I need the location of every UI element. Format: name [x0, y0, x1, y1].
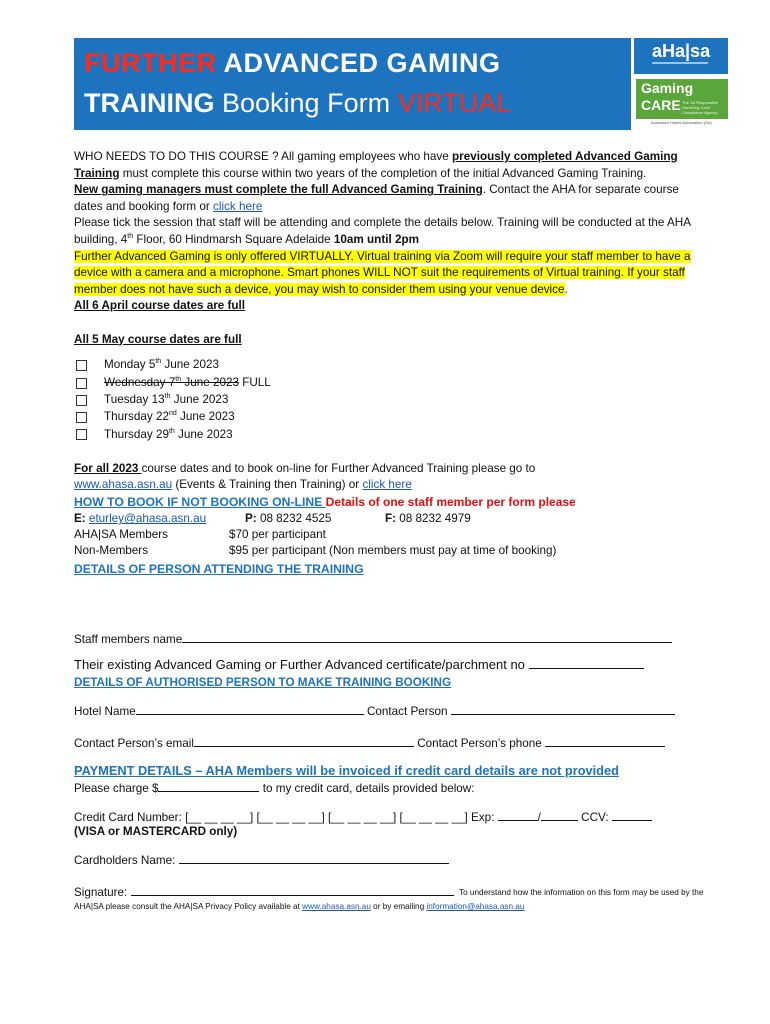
session-option[interactable]: [74, 392, 696, 409]
who-underlined: previously completed Advanced Gaming Training: [74, 150, 678, 180]
session-date-label: Tuesday 13th June 2023: [104, 393, 229, 407]
contact-email-label: Contact Person’s email: [74, 737, 194, 750]
session-list: [74, 357, 696, 443]
title-training: TRAINING: [84, 88, 215, 118]
staff-name-label: Staff members name: [74, 633, 183, 646]
email-phone-row: [74, 735, 665, 750]
gaming-care-logo-care: CARE: [641, 97, 681, 113]
gaming-care-logo-gaming: Gaming: [641, 80, 694, 96]
hotel-name-label: Hotel Name: [74, 705, 136, 718]
who-prefix: WHO NEEDS TO DO THIS COURSE ? All gaming employees who have: [74, 150, 453, 163]
certificate-row: [74, 657, 644, 672]
cardholder-field[interactable]: [179, 852, 449, 864]
charge-row: [74, 780, 475, 795]
online-booking-paragraph: [74, 461, 696, 494]
virtual-notice: [74, 249, 696, 299]
training-time: 10am until 2pm: [333, 232, 419, 246]
virtual-notice-end: .: [564, 282, 568, 296]
signature-label: Signature:: [74, 886, 131, 899]
title-banner: [74, 38, 631, 130]
cardholder-label: Cardholders Name:: [74, 854, 179, 867]
title-line-1: [84, 48, 501, 79]
ahasa-logo-underline: [652, 62, 708, 64]
contact-phone-label: Contact Person’s phone: [413, 737, 545, 750]
contact-row: [74, 511, 696, 527]
session-checkbox[interactable]: [76, 429, 87, 440]
card-type-note: (VISA or MASTERCARD only): [74, 825, 238, 838]
managers-suffix: . Contact the AHA for separate course dates and booking form or: [74, 183, 679, 213]
staff-name-row: [74, 631, 672, 646]
exp-month-field[interactable]: [498, 809, 538, 821]
who-suffix: must complete this course within two years of the completion of the initial Advanced Gaming Training.: [119, 166, 647, 180]
nonmembers-price: $95 per participant (Non members must pay at time of booking): [229, 544, 557, 558]
logo-caption: Australian Hotels Association (SA): [651, 120, 712, 125]
exp-slash: /: [537, 811, 541, 824]
may-full-notice: All 5 May course dates are full: [74, 332, 242, 346]
session-option[interactable]: [74, 426, 696, 443]
managers-paragraph: [74, 182, 696, 215]
title-further: FURTHER: [84, 48, 217, 78]
authorised-heading: DETAILS OF AUTHORISED PERSON TO MAKE TRAINING BOOKING: [74, 676, 452, 689]
ahasa-logo-text: aHa|sa: [652, 41, 711, 61]
tick-sup: th: [127, 233, 134, 241]
staff-name-field[interactable]: [182, 631, 672, 643]
session-date-label: Thursday 29th June 2023: [104, 427, 233, 441]
nonmembers-price-row: [74, 543, 696, 559]
contact-phone-field[interactable]: [545, 735, 665, 747]
tick-paragraph: [74, 215, 696, 248]
events-text: (Events & Training then Training) or: [172, 478, 363, 492]
april-full-notice: All 6 April course dates are full: [74, 299, 246, 313]
online-rest: course dates and to book on-line for Further Advanced Training please go to: [141, 461, 536, 475]
title-line-2: [84, 88, 511, 119]
fax-label: F:: [385, 512, 400, 526]
for-all-2023: For all 2023: [74, 461, 142, 475]
payment-heading: PAYMENT DETAILS – AHA Members will be invoiced if credit card details are not provided: [74, 763, 619, 778]
tick-text-2: Floor, 60 Hindmarsh Square Adelaide: [133, 232, 334, 246]
title-advanced-gaming: ADVANCED GAMING: [216, 48, 501, 78]
fax-value: 08 8232 4979: [399, 512, 471, 526]
email-label: E:: [74, 512, 89, 526]
website-link[interactable]: www.ahasa.asn.au: [74, 478, 173, 492]
members-price-row: [74, 527, 696, 543]
card-number-label: Credit Card Number: [__ __ __ __] [__ __ __ __] [__ __ __ __] [__ __ __ __] Exp:: [74, 811, 498, 824]
session-status: FULL: [238, 375, 271, 389]
virtual-notice-text: Further Advanced Gaming is only offered VIRTUALLY. Virtual training via Zoom will require your staff member to have a device with a camera and a microphone. Smart phones WILL NOT suit the requirements of Virtual training. If your staff member does not have such a device, you may wish to consider them using your venue device: [74, 249, 691, 296]
managers-underlined: New gaming managers must complete the full Advanced Gaming Training: [74, 183, 483, 197]
session-date-label: Monday 5th June 2023: [104, 358, 220, 372]
who-needs-paragraph: [74, 149, 696, 182]
privacy-website-link[interactable]: www.ahasa.asn.au: [302, 902, 371, 911]
ccv-field[interactable]: [612, 809, 652, 821]
how-to-book-heading: HOW TO BOOK IF NOT BOOKING ON-LINE: [74, 494, 326, 509]
ahasa-logo: [634, 38, 728, 74]
privacy-email-link[interactable]: information@ahasa.asn.au: [426, 902, 525, 911]
privacy-note: [74, 886, 704, 914]
session-checkbox[interactable]: [76, 378, 87, 389]
privacy-text-b: or by emailing: [370, 902, 427, 911]
cardholder-row: [74, 852, 449, 867]
email-link[interactable]: eturley@ahasa.asn.au: [88, 512, 207, 526]
contact-person-label: Contact Person: [363, 705, 451, 718]
session-option[interactable]: [74, 374, 696, 391]
nonmembers-label: Non-Members: [74, 544, 149, 558]
attendee-heading: DETAILS OF PERSON ATTENDING THE TRAINING: [74, 562, 364, 577]
contact-person-field[interactable]: [451, 703, 675, 715]
one-staff-note: Details of one staff member per form please: [325, 494, 576, 509]
exp-year-field[interactable]: [541, 809, 578, 821]
session-option[interactable]: [74, 409, 696, 426]
session-checkbox[interactable]: [76, 360, 87, 371]
hotel-contact-row: [74, 703, 675, 718]
click-here-link-online[interactable]: click here: [362, 478, 412, 492]
contact-email-field[interactable]: [194, 735, 414, 747]
tick-text-1: Please tick the session that staff will be attending and complete the details below. Training will be conducted at the AHA building, 4: [74, 216, 691, 246]
members-price: $70 per participant: [229, 528, 326, 542]
click-here-link-advanced[interactable]: click here: [213, 199, 263, 213]
members-label: AHA|SA Members: [74, 528, 168, 542]
privacy-text-a: To understand how the information on this form may be used by the AHA|SA please consult the AHA|SA Privacy Policy available at: [74, 888, 704, 911]
certificate-field[interactable]: [529, 657, 644, 669]
session-checkbox[interactable]: [76, 395, 87, 406]
title-booking-form: Booking Form: [214, 88, 398, 118]
charge-amount-field[interactable]: [158, 780, 259, 792]
charge-prefix: Please charge $: [74, 782, 159, 795]
gaming-care-tagline: The SA Responsible Gambling Code Compliance Agency: [682, 100, 719, 115]
session-date-label: Wednesday 7th June 2023 FULL: [104, 375, 271, 389]
session-checkbox[interactable]: [76, 412, 87, 423]
gaming-care-logo: [636, 79, 728, 119]
phone-label: P:: [245, 512, 260, 526]
session-option[interactable]: [74, 357, 696, 374]
ccv-label: CCV:: [577, 811, 612, 824]
hotel-name-field[interactable]: [136, 703, 364, 715]
session-date-label: Thursday 22nd June 2023: [104, 410, 235, 424]
certificate-label: Their existing Advanced Gaming or Further Advanced certificate/parchment no: [74, 657, 529, 672]
charge-suffix: to my credit card, details provided below:: [259, 782, 475, 795]
phone-value: 08 8232 4525: [259, 512, 332, 526]
how-to-book-line: [74, 494, 696, 512]
form-content: [74, 149, 696, 578]
card-number-row: [74, 809, 652, 824]
title-virtual: VIRTUAL: [397, 88, 512, 118]
